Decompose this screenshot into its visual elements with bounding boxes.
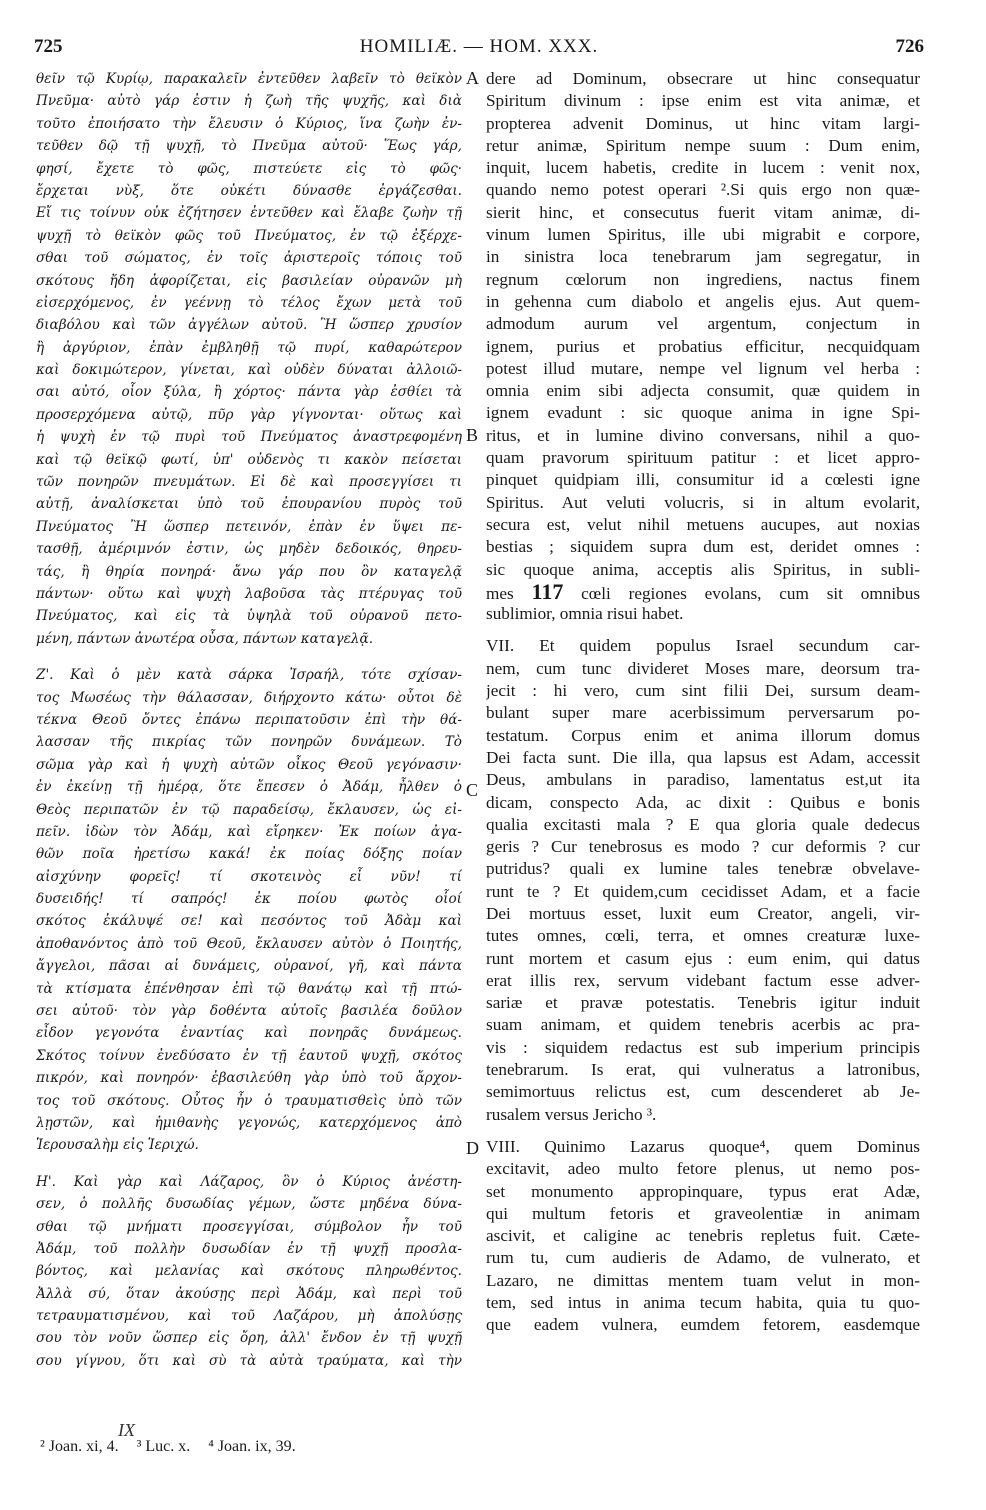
paragraph-gap bbox=[36, 1157, 462, 1171]
text-line: Spiritum divinum : ipse enim est vita animæ, et bbox=[486, 91, 920, 111]
text-line: σει αὐτοῦ· τὸν γὰρ δοθέντα αὐτοῖς βασιλέα δοῦλον bbox=[36, 1003, 462, 1020]
text-line: βόντος, καὶ μελανίας καὶ σκότους πληρωθέντος. bbox=[36, 1263, 462, 1280]
paragraph-gap bbox=[486, 625, 920, 635]
text-line: τεῦθεν δῷ τῇ ψυχῇ, τὸ Πνεῦμα αὐτοῦ· Ἕως γάρ, bbox=[36, 138, 462, 155]
text-line: σαι αὐτό, οἷον ξύλα, ἢ χόρτος· πάντα γὰρ ἐσθίει τὰ bbox=[36, 384, 462, 401]
inline-page-number: 117 bbox=[531, 580, 564, 604]
text-line: sic quoque anima, acceptis alis Spiritus, in subli- bbox=[486, 559, 920, 579]
text-line: Πνεῦμα· αὐτὸ γάρ ἐστιν ἡ ζωὴ τῆς ψυχῆς, καὶ διὰ bbox=[36, 93, 462, 110]
text-line: set monumento appropinquare, typus erat Adæ, bbox=[486, 1181, 920, 1201]
text-line: σθαι τῷ μνήματι προσεγγίσαι, σύμβολον ἦν τοῦ bbox=[36, 1218, 462, 1235]
paragraph-gap bbox=[36, 650, 462, 664]
text-line: Ζ'. Καὶ ὁ μὲν κατὰ σάρκα Ἰσραήλ, τότε σχίσαν- bbox=[36, 667, 462, 684]
running-title: HOMILIÆ. — HOM. XXX. bbox=[359, 36, 599, 57]
text-line: tem, sed intus in anima tecum habita, quia tu quo- bbox=[486, 1293, 920, 1313]
text-line: potest illud mutare, nempe vel lignum vel herba : bbox=[486, 358, 920, 378]
text-line: vis : siquidem redactus est sub imperium principis bbox=[486, 1037, 920, 1057]
text-line: dere ad Dominum, obsecrare ut hinc consequatur bbox=[486, 69, 920, 88]
text-line: tenebrarum. Is erat, qui vulneratus a latronibus, bbox=[486, 1060, 920, 1080]
text-line: Εἴ τις τοίνυν οὐκ ἐζήτησεν ἐντεῦθεν καὶ ἔλαβε ζωὴν τῇ bbox=[36, 205, 462, 222]
text-line: σκότος ἐκάλυψέ σε! καὶ πεσόντος τοῦ Ἀδὰμ καὶ bbox=[36, 913, 462, 930]
text-line: VIII. Quinimo Lazarus quoque⁴, quem Dominus bbox=[486, 1136, 920, 1156]
text-line: geris ? Cur tenebrosus es modo ? cur deformis ? cur bbox=[486, 837, 920, 857]
text-line: in sinistra loca tenebrarum jam segregatur, in bbox=[486, 247, 920, 267]
text-line: excitavit, adeo multo fetore plenus, ut nemo pos- bbox=[486, 1159, 920, 1179]
text-line: Θεὸς περιπατῶν ἐν τῷ παραδείσῳ, ἔκλαυσεν, ὡς εἰ- bbox=[36, 801, 462, 818]
text-line: in gehenna cum diabolo et angelis ejus. Aut quem- bbox=[486, 291, 920, 311]
section-marker-c: C bbox=[466, 780, 479, 800]
text-line: πεῖν. ἰδὼν τὸν Ἀδάμ, καὶ εἴρηκεν· Ἐκ ποίων ἀγα- bbox=[36, 823, 462, 840]
text-line: θῶν ποῖα ἠρετίσω κακά! ἐκ ποίας δόξης ποίαν bbox=[36, 846, 462, 863]
text-line: τος τοῦ σκότους. Οὗτος ἦν ὁ τραυματισθεὶς ὑπὸ τῶν bbox=[36, 1092, 462, 1109]
text-line: τασθῇ, ἀμέριμνόν ἐστιν, ὡς μηδὲν δεδοικός, θηρευ- bbox=[36, 541, 462, 558]
text-line: πικρόν, καὶ πονηρόν· ἐβασιλεύθη γὰρ ὑπὸ τοῦ ἄρχον- bbox=[36, 1070, 462, 1087]
text-line: sariæ et pravæ potestatis. Tenebris igitur induit bbox=[486, 993, 920, 1013]
page-header bbox=[34, 36, 924, 64]
text-line: Dei facta sunt. Die illa, qua lapsus est Adam, accessit bbox=[486, 747, 920, 767]
text-line: σῶμα γὰρ καὶ ἡ ψυχὴ αὐτῶν οἶκος Θεοῦ γεγόνασιν· bbox=[36, 756, 462, 773]
text-line: runt te ? Et quidem,cum cecidisset Adam, et a facie bbox=[486, 881, 920, 901]
text-line: testatum. Corpus enim et anima illorum domus bbox=[486, 725, 920, 745]
text-line: ἡ ψυχὴ ἐν τῷ πυρὶ τοῦ Πνεύματος ἀναστρεφομένη bbox=[36, 429, 462, 446]
text-line: quam pravorum spirituum patitur : et licet appro- bbox=[486, 448, 920, 468]
footnote: ³ Luc. x. bbox=[136, 1438, 191, 1455]
text-line: dicam, conspecto Ada, ac dixit : Quibus e bonis bbox=[486, 792, 920, 812]
text-line: τοῦτο ἐποιήσατο τὴν ἔλευσιν ὁ Κύριος, ἵνα ζωὴν ἐν- bbox=[36, 115, 462, 132]
text-line: omnia enim sibi adjecta consumit, quæ quidem in bbox=[486, 381, 920, 401]
text-line: sublimior, omnia risui habet. bbox=[486, 604, 684, 624]
text-line: σου τὸν νοῦν ὥσπερ εἰς ὄρη, ἀλλ' ἔνδον ἐν τῇ ψυχῇ bbox=[36, 1330, 462, 1347]
text-line: θεῖν τῷ Κυρίῳ, παρακαλεῖν ἐντεῦθεν λαβεῖν τὸ θεϊκὸν bbox=[36, 71, 462, 87]
page-number-right: 726 bbox=[895, 36, 924, 57]
text-line: propterea advenit Dominus, ut hinc vitam largi- bbox=[486, 113, 920, 133]
text-line: runt mortem et casum ejus : eum enim, qui datus bbox=[486, 948, 920, 968]
footnote: ² Joan. xi, 4. bbox=[40, 1438, 119, 1455]
text-line: σκότους ἤδη ἀφορίζεται, εἰς βασιλείαν οὐρανῶν μὴ bbox=[36, 272, 462, 289]
text-line: Η'. Καὶ γὰρ καὶ Λάζαρος, ὃν ὁ Κύριος ἀνέστη- bbox=[36, 1173, 462, 1190]
latin-column bbox=[486, 68, 920, 1337]
text-line: retur animæ, Spiritum nempe suum : Dum enim, bbox=[486, 135, 920, 155]
footnote: ⁴ Joan. ix, 39. bbox=[208, 1438, 296, 1455]
section-marker-d: D bbox=[466, 1138, 479, 1158]
text-line: καὶ τῷ θεϊκῷ φωτί, ὑπ' οὐδενὸς τι κακὸν πείσεται bbox=[36, 451, 462, 468]
text-line: φησί, ἔχετε τὸ φῶς, πιστεύετε εἰς τὸ φῶς· bbox=[36, 160, 462, 177]
text-line: μένη, πάντων ἀνωτέρα οὖσα, πάντων καταγελᾷ. bbox=[36, 630, 374, 647]
text-line: tutes omnes, cœli, terra, et omnes creaturæ luxe- bbox=[486, 926, 920, 946]
page-number-left: 725 bbox=[34, 36, 63, 57]
text-line: Ἀδάμ, τοῦ πολλὴν δυσωδίαν ἐν τῇ ψυχῇ προσλα- bbox=[36, 1240, 462, 1257]
handwritten-note: IX bbox=[118, 1420, 135, 1440]
text-line: λασσαν τῆς πικρίας τῶν πονηρῶν δυνάμεων. Τὸ bbox=[36, 734, 462, 751]
text-line: Deus, ambulans in paradiso, lamentatus est,ut ita bbox=[486, 770, 920, 790]
text-line: αἰσχύνην φορεῖς! τί σκοτεινὸς εἶ νῦν! τί bbox=[36, 868, 462, 885]
text-line: τος Μωσέως τὴν θάλασσαν, διήρχοντο κάτω· οὗτοι δὲ bbox=[36, 689, 462, 706]
text-line: τῶν πονηρῶν πνευμάτων. Εἰ δὲ καὶ προσεγγίσει τι bbox=[36, 474, 462, 491]
text-line: ἀποθανόντος ἀπὸ τοῦ Θεοῦ, ἔκλαυσεν αὐτὸν ὁ Ποιητής, bbox=[36, 935, 462, 952]
text-line: ignem, purius et probatius efficitur, necquidquam bbox=[486, 336, 920, 356]
text-line: mes 117 cœli regiones evolans, cum sit omnibus bbox=[486, 580, 920, 604]
text-line: ἢ ἀργύριον, ἐπὰν ἐμβληθῇ τῷ πυρί, καθαρώτερον bbox=[36, 339, 462, 356]
text-line: ascivit, et caligine ac tenebris repletus fuit. Cæte- bbox=[486, 1226, 920, 1246]
text-line: rusalem versus Jericho ³. bbox=[486, 1104, 657, 1124]
text-line: Dei mortuus esset, luxit eum Creator, angeli, vir- bbox=[486, 903, 920, 923]
text-line: vinum lumen Spiritus, ille ubi migrabit e corpore, bbox=[486, 225, 920, 245]
text-line: sierit hinc, et consecutus fuerit vitam animæ, di- bbox=[486, 202, 920, 222]
text-line: Πνεύματος, καὶ εἰς τὰ ὑψηλὰ τοῦ οὐρανοῦ πετο- bbox=[36, 608, 462, 625]
text-line: ἐν ἐκείνῃ τῇ ἡμέρᾳ, ὅτε ἔπεσεν ὁ Ἀδάμ, ἦλθεν ὁ bbox=[36, 779, 462, 796]
text-line: σθαι τοῦ σώματος, ἐν τοῖς ἀριστεροῖς τόποις τοῦ bbox=[36, 250, 462, 267]
text-line: διαβόλου καὶ τῶν ἀγγέλων αὐτοῦ. Ἢ ὥσπερ χρυσίον bbox=[36, 317, 462, 334]
text-line: εἰσερχόμενος, ἐν γεέννῃ τὸ τέλος ἔχων μετὰ τοῦ bbox=[36, 294, 462, 311]
text-line: bulant super mare acerbissimum perversarum po- bbox=[486, 703, 920, 723]
text-line: nem, cum tunc divideret Moses mare, deorsum tra- bbox=[486, 658, 920, 678]
text-line: ritus, et in lumine divino conversans, nihil a quo- bbox=[486, 425, 920, 445]
text-line: semimortuus relictus est, cum descenderet ab Je- bbox=[486, 1082, 920, 1102]
text-line: τετραυματισμένου, καὶ τοῦ Λαζάρου, μὴ ἀπολύσῃς bbox=[36, 1308, 462, 1325]
text-line: Spiritus. Aut veluti volucris, si in altum evolarit, bbox=[486, 492, 920, 512]
text-line: τέκνα Θεοῦ ὄντες ἐπάνω περιπατοῦσιν ἐπὶ τὴν θά- bbox=[36, 711, 462, 728]
text-line: Πνεύματος Ἢ ὥσπερ πετεινόν, ἐπὰν ἐν ὕψει πε- bbox=[36, 518, 462, 535]
text-line: bestias ; siquidem supra dum est, deridet omnes : bbox=[486, 537, 920, 557]
text-line: ἄγγελοι, πᾶσαι αἱ δυνάμεις, οὐρανοί, γῆ, καὶ πάντα bbox=[36, 958, 462, 975]
text-line: erat illis rex, servum videbant factum esse adver- bbox=[486, 970, 920, 990]
footnotes bbox=[40, 1438, 310, 1456]
text-line: VII. Et quidem populus Israel secundum car- bbox=[486, 636, 920, 656]
text-line: πάντων· οὕτω καὶ ψυχὴ λαβοῦσα τὰς πτέρυγας τοῦ bbox=[36, 585, 462, 602]
text-line: rum tu, cum audieris de Adamo, de vulnerato, et bbox=[486, 1248, 920, 1268]
text-line: suam animam, et quidem tenebris acerbis ac pra- bbox=[486, 1015, 920, 1035]
text-line: ignem evadunt : sic quoque anima in igne Spi- bbox=[486, 403, 920, 423]
greek-column bbox=[36, 68, 462, 1372]
section-marker-b: B bbox=[466, 425, 479, 445]
text-line: jecit : hi vero, cum sint filii Dei, sursum deam- bbox=[486, 681, 920, 701]
text-line: ἔρχεται νὺξ, ὅτε οὐκέτι δύνασθε ἐργάζεσθαι. bbox=[36, 182, 462, 199]
text-line: εἶδον γεγονότα ἐναντίας καὶ πονηρᾶς δυνάμεως. bbox=[36, 1025, 462, 1042]
text-line: inquit, lucem habetis, credite in lucem : venit nox, bbox=[486, 158, 920, 178]
text-line: quando nemo potest operari ².Si quis ergo non quæ- bbox=[486, 180, 920, 200]
text-line: σου γίγνου, ὅτι καὶ σὺ τὰ αὐτὰ τραύματα, καὶ τὴν bbox=[36, 1352, 462, 1369]
text-line: προσερχόμενα αὐτῷ, πῦρ γὰρ γίγνονται· οὕτως καὶ bbox=[36, 406, 462, 423]
text-line: secura est, velut nihil metuens aucupes, aut noxias bbox=[486, 514, 920, 534]
text-line: σεν, ὁ πολλῆς δυσωδίας γέμων, ὥστε μηδένα δύνα- bbox=[36, 1196, 462, 1213]
text-line: ψυχῇ τὸ θεϊκὸν φῶς τοῦ Πνεύματος, ἐν τῷ ἐξέρχε- bbox=[36, 227, 462, 244]
text-line: putridus? quali ex lumine tales tenebræ obvelave- bbox=[486, 859, 920, 879]
text-line: τάς, ἢ θηρία πονηρά· ἄνω γάρ που ὂν καταγελᾷ bbox=[36, 563, 462, 580]
text-line: δυσειδής! τί σαπρός! ἐκ ποίου φωτὸς οἷοί bbox=[36, 891, 462, 908]
text-line: Ἀλλὰ σύ, ὅταν ἀκούσῃς περὶ Ἀδάμ, καὶ περὶ τοῦ bbox=[36, 1285, 462, 1302]
text-line: Lazaro, ne dimittas mentem tuam velut in mon- bbox=[486, 1270, 920, 1290]
text-line: τὰ κτίσματα ἐπένθησαν ἐπὶ τῷ θανάτῳ καὶ τῇ πτώ- bbox=[36, 980, 462, 997]
text-line: καὶ δοκιμώτερον, γίνεται, καὶ οὐδὲν δύναται ἀλλοιῶ- bbox=[36, 362, 462, 379]
section-marker-a: A bbox=[466, 68, 479, 88]
paragraph-gap bbox=[486, 1126, 920, 1136]
text-line: Σκότος τοίνυν ἐνεδύσατο ἐν τῇ ἑαυτοῦ ψυχῇ, σκότος bbox=[36, 1047, 462, 1064]
text-line: que eadem vulnera, eumdem fetorem, easdemque bbox=[486, 1315, 920, 1335]
text-line: admodum aurum vel argentum, conjectum in bbox=[486, 314, 920, 334]
text-line: Ἱερουσαλὴμ εἰς Ἱεριχώ. bbox=[36, 1137, 199, 1154]
text-line: regnum cœlorum non ingrediens, nactus finem bbox=[486, 269, 920, 289]
text-line: αὐτῇ, ἀναλίσκεται ὑπὸ τοῦ ἐπουρανίου πυρὸς τοῦ bbox=[36, 496, 462, 513]
text-line: qualia excitasti mala ? E qua gloria quale dedecus bbox=[486, 814, 920, 834]
text-line: pinquet quidpiam illi, consumitur id a cœlesti igne bbox=[486, 470, 920, 490]
text-line: qui multum fetoris et graveolentiæ in animam bbox=[486, 1203, 920, 1223]
text-line: λῃστῶν, καὶ ἡμιθανὴς γεγονώς, κατερχόμενος ἀπὸ bbox=[36, 1114, 462, 1131]
